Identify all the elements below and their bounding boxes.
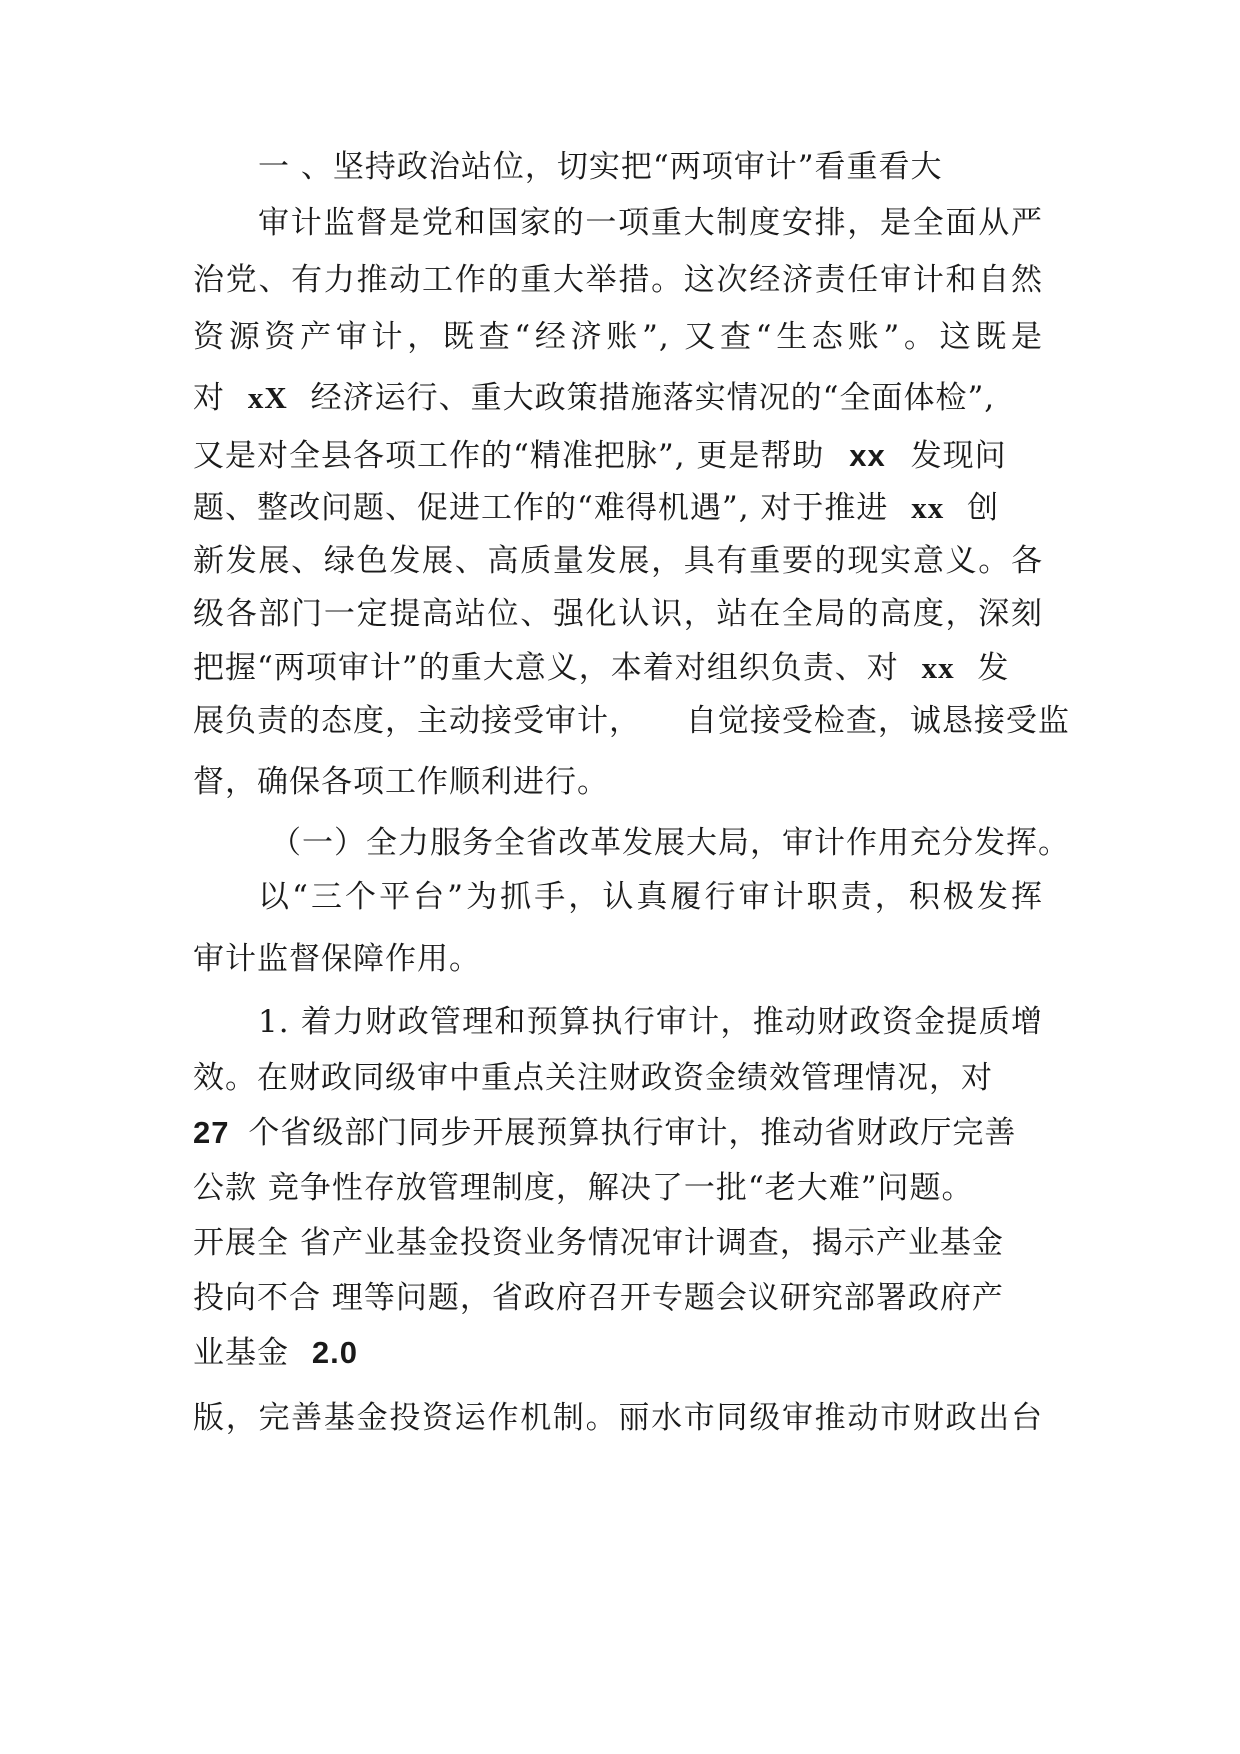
text-run: 个省级部门同步开展预算执行审计，推动省财政厅完善 (248, 1115, 1017, 1151)
text-run: 发现问 (910, 438, 1007, 474)
paragraph-line (193, 378, 995, 418)
paragraph-line: 效。在财政同级审中重点关注财政资金绩效管理情况，对 (193, 1060, 993, 1096)
placeholder-xx: xx (921, 650, 955, 685)
paragraph-line (193, 488, 999, 528)
placeholder-xx: xx (849, 438, 886, 473)
paragraph-line: 1. 着力财政管理和预算执行审计，推动财政资金提质增 (258, 1004, 1043, 1040)
text-run: 经济运行、重大政策措施落实情况的“全面体检”, (310, 380, 996, 416)
text-run: 又是对全县各项工作的“精准把脉”, 更是帮助 (193, 438, 825, 474)
text-run: 题、整改问题、促进工作的“难得机遇”, 对于推进 (193, 490, 889, 526)
number-27: 27 (193, 1115, 230, 1150)
paragraph-line: 以“三个平台”为抓手，认真履行审计职责，积极发挥 (258, 879, 1043, 915)
text-run: 发 (977, 650, 1010, 686)
version-2-0: 2.0 (311, 1335, 358, 1370)
subheading: （一）全力服务全省改革发展大局，审计作用充分发挥。 (270, 825, 1070, 861)
paragraph-line: 公款 竞争性存放管理制度，解决了一批“老大难”问题。 (193, 1170, 974, 1206)
text-run: 展负责的态度，主动接受审计， (193, 703, 641, 739)
paragraph-line (193, 436, 1007, 476)
text-run: 业基金 (193, 1335, 289, 1371)
text-run: 把握“两项审计”的重大意义，本着对组织负责、对 (193, 650, 899, 686)
paragraph-line: 投向不合 理等问题，省政府召开专题会议研究部署政府产 (193, 1280, 1004, 1316)
paragraph-line: 督，确保各项工作顺利进行。 (193, 764, 609, 800)
placeholder-xx: xx (911, 490, 945, 525)
text-run: 自觉接受检查，诚恳接受监 (685, 703, 1070, 739)
paragraph-line: 资源资产审计，既查“经济账”, 又查“生态账”。这既是 (193, 319, 1043, 355)
placeholder-xx: xX (247, 380, 288, 415)
text-run: 创 (967, 490, 1000, 526)
paragraph-line (193, 1333, 358, 1373)
text-run: 对 (193, 380, 225, 416)
paragraph-line: 审计监督是党和国家的一项重大制度安排，是全面从严 (258, 205, 1043, 241)
paragraph-line: 级各部门一定提高站位、强化认识，站在全局的高度，深刻 (193, 596, 1043, 632)
paragraph-line (193, 701, 1070, 741)
paragraph-line: 开展全 省产业基金投资业务情况审计调查，揭示产业基金 (193, 1225, 1004, 1261)
paragraph-line: 治党、有力推动工作的重大举措。这次经济责任审计和自然 (193, 262, 1043, 298)
paragraph-line: 审计监督保障作用。 (193, 941, 481, 977)
paragraph-line: 新发展、绿色发展、高质量发展，具有重要的现实意义。各 (193, 543, 1043, 579)
section-heading: 一 、坚持政治站位，切实把“两项审计”看重看大 (258, 149, 943, 185)
paragraph-line: 版，完善基金投资运作机制。丽水市同级审推动市财政出台 (193, 1400, 1043, 1436)
paragraph-line (193, 1113, 1016, 1153)
paragraph-line (193, 648, 1009, 688)
